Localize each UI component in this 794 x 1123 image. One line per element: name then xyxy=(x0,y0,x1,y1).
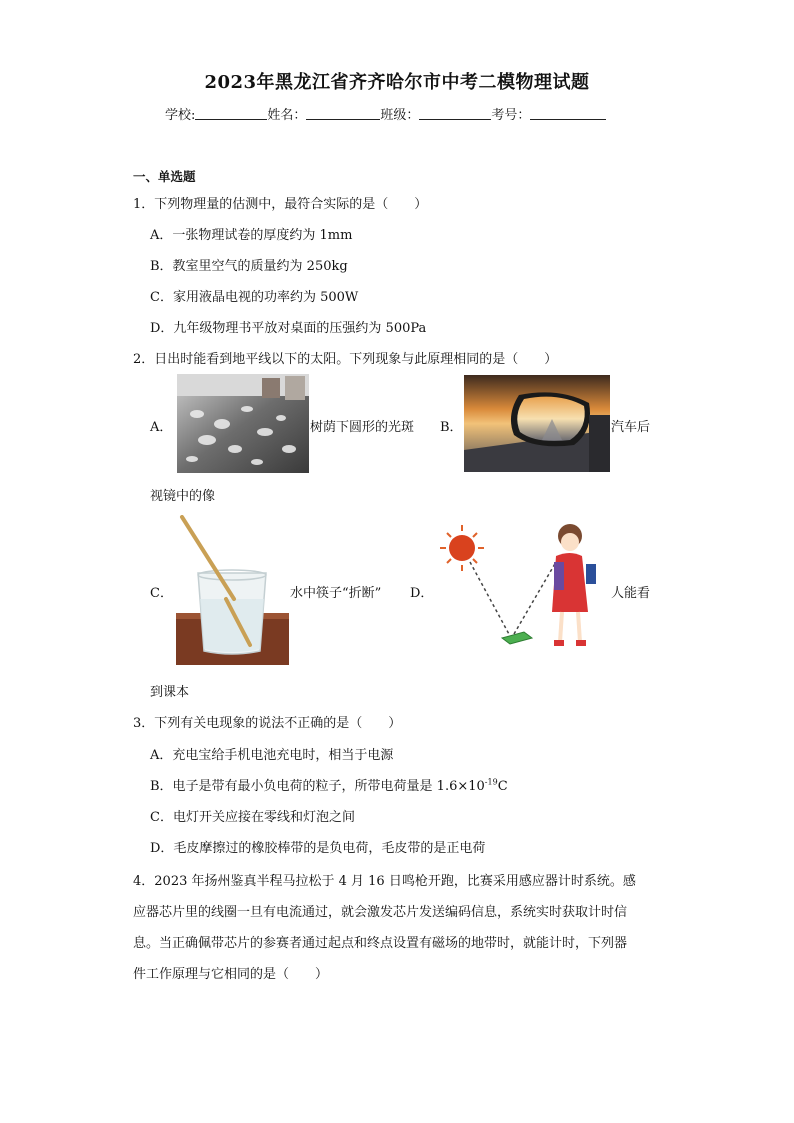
q1-option-d: D．九年级物理书平放对桌面的压强约为 500Pa xyxy=(150,321,427,336)
q3-option-a: A．充电宝给手机电池充电时，相当于电源 xyxy=(150,748,394,763)
school-label: 学校: xyxy=(165,108,196,123)
q1-option-b: B．教室里空气的质量约为 250kg xyxy=(150,259,348,274)
q3-option-b-text: B．电子是带有最小负电荷的粒子，所带电荷量是 1.6×10 xyxy=(150,779,485,794)
class-label: 班级： xyxy=(380,108,420,123)
page-title: 2023年黑龙江省齐齐哈尔市中考二模物理试题 xyxy=(204,72,590,93)
q2-option-b-continued: 视镜中的像 xyxy=(150,489,216,504)
question-2-stem: 2．日出时能看到地平线以下的太阳。下列现象与此原理相同的是（ ） xyxy=(133,352,558,367)
q2-option-d-label: D． xyxy=(410,586,434,601)
question-4-line-2: 应器芯片里的线圈一旦有电流通过，就会激发芯片发送编码信息，系统实时获取计时信 xyxy=(133,905,628,920)
exam-number-blank xyxy=(530,107,606,120)
school-blank xyxy=(195,107,267,120)
exam-number-label: 考号： xyxy=(491,108,531,123)
question-3-stem: 3．下列有关电现象的说法不正确的是（ ） xyxy=(133,716,402,731)
q2-option-b-text: 汽车后 xyxy=(611,420,651,435)
q2-option-d-continued: 到课本 xyxy=(150,685,190,700)
q3-option-b xyxy=(150,775,508,794)
girl-reading-book-illustration xyxy=(440,520,610,655)
car-side-mirror-image xyxy=(464,375,610,472)
q2-option-c-text: 水中筷子“折断” xyxy=(290,586,382,601)
section-heading: 一、单选题 xyxy=(133,169,196,184)
q1-option-c: C．家用液晶电视的功率约为 500W xyxy=(150,290,359,305)
q1-option-a: A．一张物理试卷的厚度约为 1mm xyxy=(150,228,353,243)
chopstick-in-water-image xyxy=(176,515,289,665)
q3-option-b-exponent: -19 xyxy=(484,777,498,787)
name-label: 姓名： xyxy=(267,108,307,123)
q2-option-a-text: 树荫下圆形的光斑 xyxy=(310,420,415,435)
q2-option-a-label: A． xyxy=(150,420,173,435)
sun-icon xyxy=(440,525,484,571)
q3-option-b-unit: C xyxy=(497,779,508,794)
q3-option-d: D．毛皮摩擦过的橡胶棒带的是负电荷，毛皮带的是正电荷 xyxy=(150,841,486,856)
question-4-line-1: 4．2023 年扬州鉴真半程马拉松于 4 月 16 日鸣枪开跑，比赛采用感应器计时系统。感 xyxy=(133,874,636,889)
question-1-stem: 1．下列物理量的估测中，最符合实际的是（ ） xyxy=(133,197,428,212)
question-4-line-4: 件工作原理与它相同的是（ ） xyxy=(133,967,329,982)
q3-option-c: C．电灯开关应接在零线和灯泡之间 xyxy=(150,810,355,825)
q2-option-d-text: 人能看 xyxy=(611,586,651,601)
class-blank xyxy=(419,107,491,120)
name-blank xyxy=(306,107,380,120)
question-4-line-3: 息。当正确佩带芯片的参赛者通过起点和终点设置有磁场的地带时，就能计时，下列器 xyxy=(133,936,628,951)
tree-shade-light-spots-image xyxy=(177,374,309,473)
q2-option-c-label: C． xyxy=(150,586,173,601)
q2-option-b-label: B． xyxy=(440,420,463,435)
student-info-row xyxy=(165,104,606,123)
